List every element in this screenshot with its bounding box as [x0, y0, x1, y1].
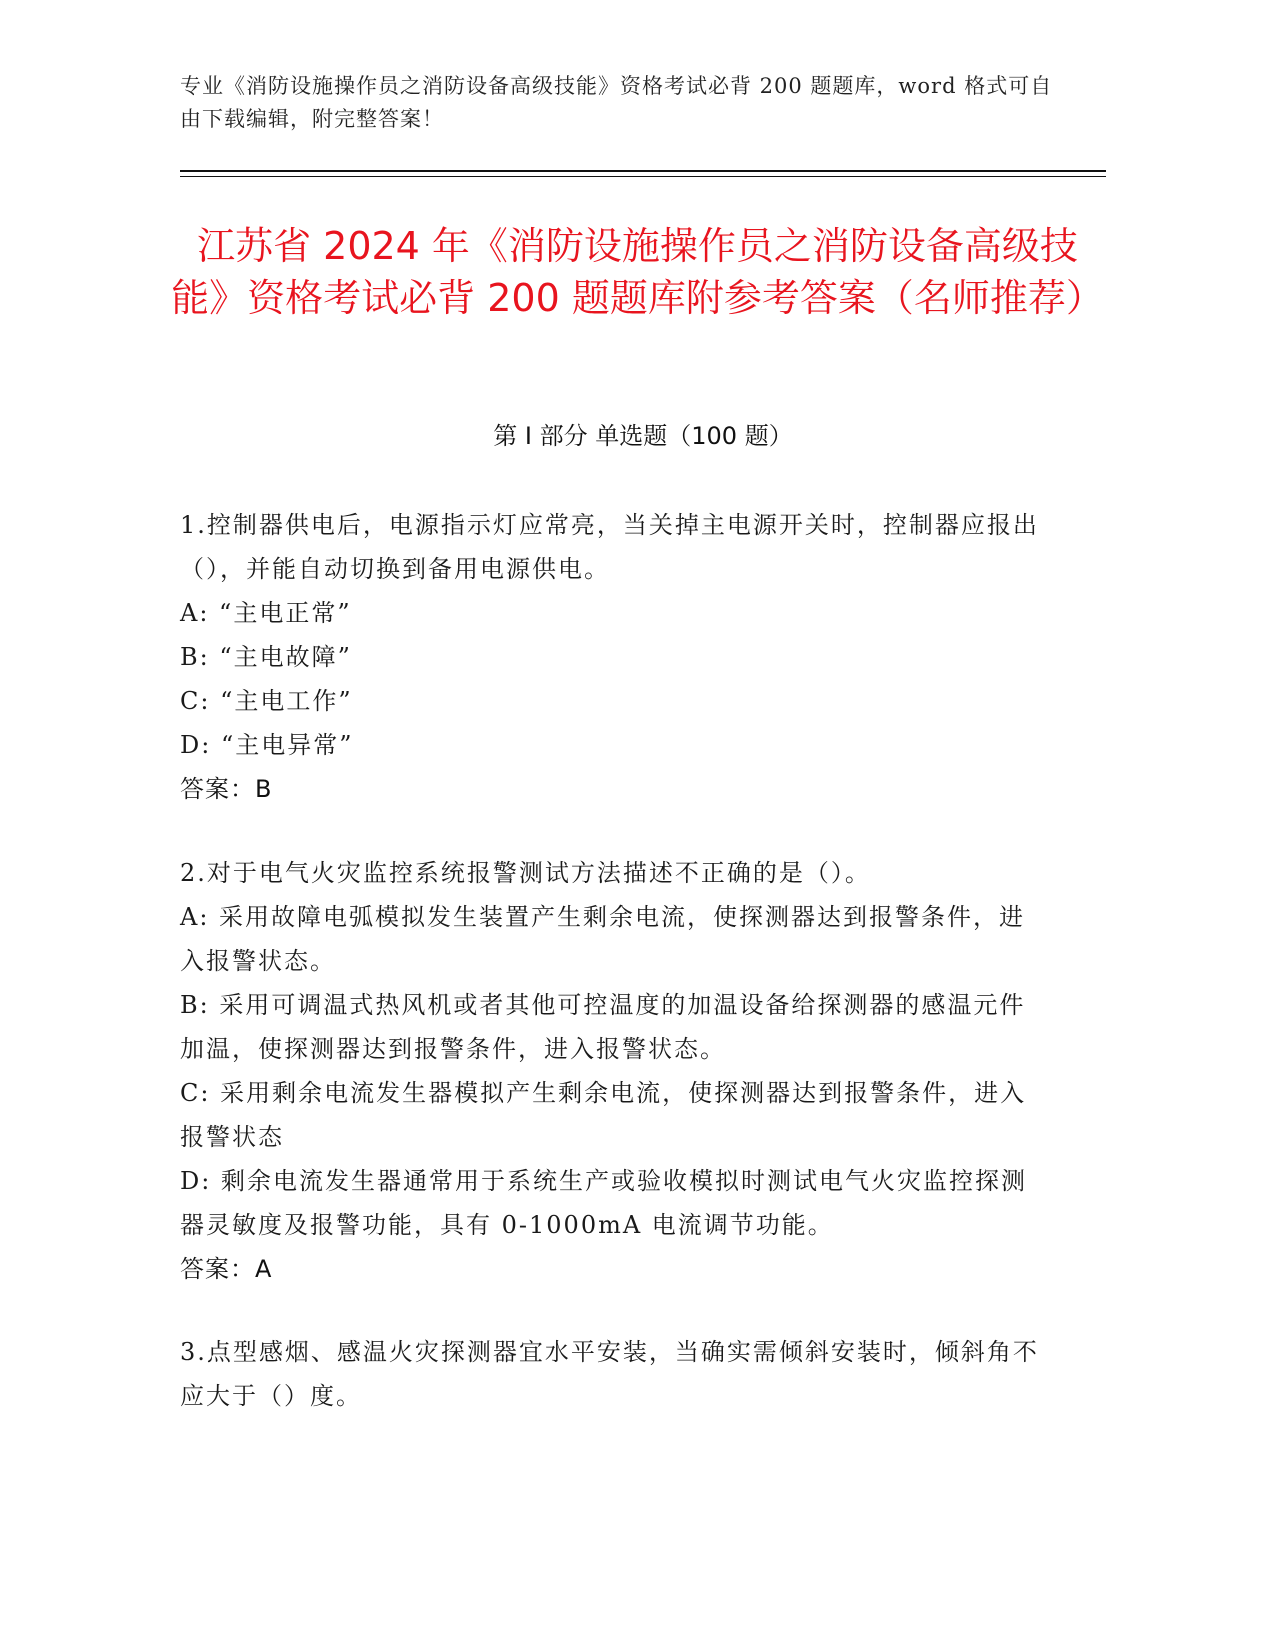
- question-1: [180, 503, 1040, 811]
- section-heading: 第 I 部分 单选题（100 题）: [493, 422, 793, 450]
- option-d: D: 剩余电流发生器通常用于系统生产或验收模拟时测试电气火灾监控探测器灵敏度及报警功能，具有 0-1000mA 电流调节功能。: [180, 1167, 1027, 1239]
- option-d: D: “主电异常”: [180, 731, 354, 759]
- option-c: C: 采用剩余电流发生器模拟产生剩余电流，使探测器达到报警条件，进入报警状态: [180, 1079, 1027, 1151]
- question-stem: 3.点型感烟、感温火灾探测器宜水平安装，当确实需倾斜安装时，倾斜角不应大于（）度。: [180, 1338, 1039, 1410]
- question-3: [180, 1330, 1040, 1418]
- header-divider-thin: [180, 176, 1106, 177]
- document-title: 江苏省 2024 年《消防设施操作员之消防设备高级技能》资格考试必背 200 题题库附参考答案（名师推荐）: [171, 224, 1104, 320]
- option-c: C: “主电工作”: [180, 687, 353, 715]
- question-stem: 2.对于电气火灾监控系统报警测试方法描述不正确的是（）。: [180, 859, 871, 887]
- question-2: [180, 851, 1040, 1291]
- answer: 答案：B: [180, 775, 273, 803]
- option-a: A: 采用故障电弧模拟发生装置产生剩余电流，使探测器达到报警条件，进入报警状态。: [180, 903, 1026, 975]
- header-note: 专业《消防设施操作员之消防设备高级技能》资格考试必背 200 题题库，word 格式可自由下载编辑，附完整答案！: [180, 74, 1053, 131]
- option-a: A: “主电正常”: [180, 599, 352, 627]
- question-stem: 1.控制器供电后，电源指示灯应常亮，当关掉主电源开关时，控制器应报出（），并能自动切换到备用电源供电。: [180, 511, 1039, 583]
- answer: 答案：A: [180, 1255, 273, 1283]
- option-b: B: “主电故障”: [180, 643, 352, 671]
- header-divider-thick: [180, 170, 1106, 172]
- option-b: B: 采用可调温式热风机或者其他可控温度的加温设备给探测器的感温元件加温，使探测器达到报警条件，进入报警状态。: [180, 991, 1026, 1063]
